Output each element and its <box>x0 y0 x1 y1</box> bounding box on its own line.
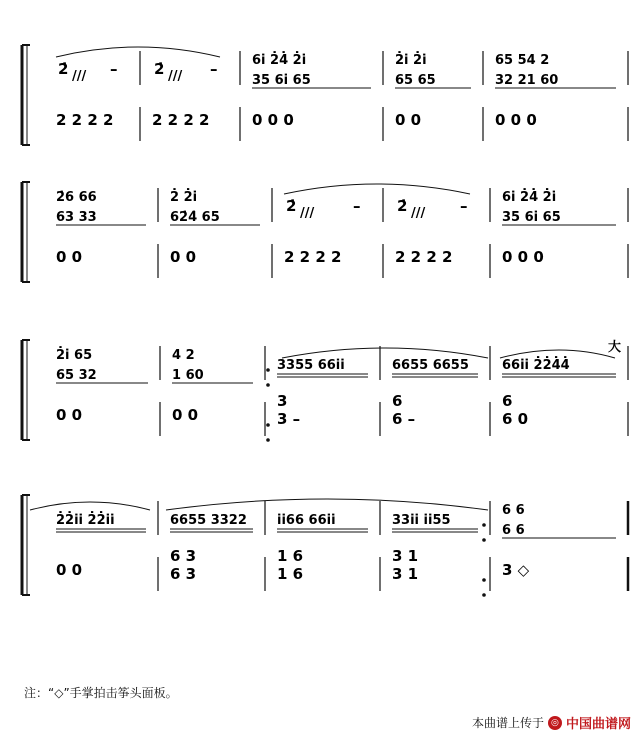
repeat-dot <box>266 438 270 442</box>
upper-note: 33i̇i̇ i̇i̇55 <box>392 513 451 528</box>
lower-note: 2 2 2 2 <box>152 111 210 129</box>
tremolo-mark: /// <box>72 69 87 84</box>
lower-note-line-1: 6 <box>392 392 403 410</box>
upper-note-line-1: 6i̇ 2̇4̇ 2̇i̇ <box>252 53 307 68</box>
lower-note-line-1: 3 1 <box>392 547 419 565</box>
upper-note-line-1: 2̇i̇ 2̇i̇ <box>395 53 427 68</box>
site-logo-icon: ◎ <box>548 716 562 730</box>
sustain-dash: – <box>460 197 468 215</box>
upper-note-line-1: 6i̇ 2̇4̇ 2̇i̇ <box>502 190 557 205</box>
lower-note: 0 0 <box>56 248 83 266</box>
credit-prefix: 本曲谱上传于 <box>471 716 544 730</box>
lower-note: 0 0 <box>170 248 197 266</box>
upper-note-line-2: 63 33 <box>56 210 97 225</box>
lower-note-line-1: 6 3 <box>170 547 197 565</box>
lower-note-line-1: 3 <box>277 392 288 410</box>
upper-note-line-1: 65 54 2 <box>495 53 550 68</box>
lower-note: 0 0 0 <box>252 111 294 129</box>
accent-mark: 大 <box>608 340 622 355</box>
upper-note: 66i̇i̇ 2̇2̇4̇4̇ <box>502 358 570 373</box>
slur-arc-system4a <box>30 502 150 510</box>
upper-note: 3355 66i̇i̇ <box>277 358 345 373</box>
lower-note: 0 0 <box>56 406 83 424</box>
upper-note: 2̇ <box>58 60 69 78</box>
lower-note: 2 2 2 2 <box>284 248 342 266</box>
lower-note-line-2: 3 1 <box>392 565 419 583</box>
credit-line <box>472 713 631 732</box>
repeat-dot <box>482 523 486 527</box>
repeat-dot <box>266 383 270 387</box>
sustain-dash: – <box>210 60 218 78</box>
lower-note: 2 2 2 2 <box>56 111 114 129</box>
repeat-dot <box>482 538 486 542</box>
slur-arc <box>56 47 220 57</box>
upper-note-line-1: 2̇i̇ 65 <box>56 348 93 363</box>
upper-note: 2̇2̇i̇i̇ 2̇2̇i̇i̇ <box>56 513 115 528</box>
upper-note-line-2: 62̇4̇ 65 <box>170 210 220 225</box>
tremolo-mark: /// <box>411 206 426 221</box>
repeat-dot <box>482 593 486 597</box>
lower-note: 0 0 0 <box>495 111 537 129</box>
upper-note: i̇i̇66 66i̇i̇ <box>277 513 336 528</box>
slur-arc-system4b <box>166 499 488 510</box>
lower-note: 3 ◇ <box>502 561 530 579</box>
repeat-dot <box>266 423 270 427</box>
upper-note-line-1: 6 6 <box>502 503 525 518</box>
upper-note-line-2: 65 32 <box>56 368 97 383</box>
lower-note-line-2: 6 0 <box>502 410 529 428</box>
upper-note-line-2: 65 65 <box>395 73 436 88</box>
lower-note-line-1: 1 6 <box>277 547 304 565</box>
upper-note-line-2: 6 6 <box>502 523 525 538</box>
repeat-dot <box>482 578 486 582</box>
upper-note: 2̇ <box>154 60 165 78</box>
upper-note-line-2: 35 6i̇ 65 <box>502 210 561 225</box>
tremolo-mark: /// <box>300 206 315 221</box>
sustain-dash: – <box>353 197 361 215</box>
lower-note-line-1: 6 <box>502 392 513 410</box>
slur-arc-system3b <box>500 350 615 358</box>
lower-note-line-2: 6 – <box>392 410 416 428</box>
upper-note-line-2: 1 60 <box>172 368 204 383</box>
lower-note: 2 2 2 2 <box>395 248 453 266</box>
upper-note: 6655 6655 <box>392 358 469 373</box>
upper-note-line-2: 35 6i̇ 65 <box>252 73 311 88</box>
slur-arc <box>284 184 470 194</box>
upper-note-line-1: 2̇ 2̇i̇ <box>170 190 198 205</box>
lower-note: 0 0 <box>56 561 83 579</box>
lower-note-line-2: 6 3 <box>170 565 197 583</box>
lower-note: 0 0 <box>395 111 422 129</box>
upper-note-line-1: 2̇6 66 <box>56 190 97 205</box>
lower-note-line-2: 1 6 <box>277 565 304 583</box>
tremolo-mark: /// <box>168 69 183 84</box>
upper-note-line-1: 4 2 <box>172 348 195 363</box>
upper-note: 2̇ <box>397 197 408 215</box>
upper-note: 2̇ <box>286 197 297 215</box>
lower-note: 0 0 0 <box>502 248 544 266</box>
sustain-dash: – <box>110 60 118 78</box>
upper-note-line-2: 32 21 60 <box>495 73 559 88</box>
lower-note-line-2: 3 – <box>277 410 301 428</box>
upper-note: 6655 3322 <box>170 513 247 528</box>
site-name[interactable]: 中国曲谱网 <box>565 717 631 732</box>
footnote: 注：“◇”手掌拍击筝头面板。 <box>24 686 178 700</box>
lower-note: 0 0 <box>172 406 199 424</box>
slur-arc-system3 <box>282 348 488 358</box>
repeat-dot <box>266 368 270 372</box>
